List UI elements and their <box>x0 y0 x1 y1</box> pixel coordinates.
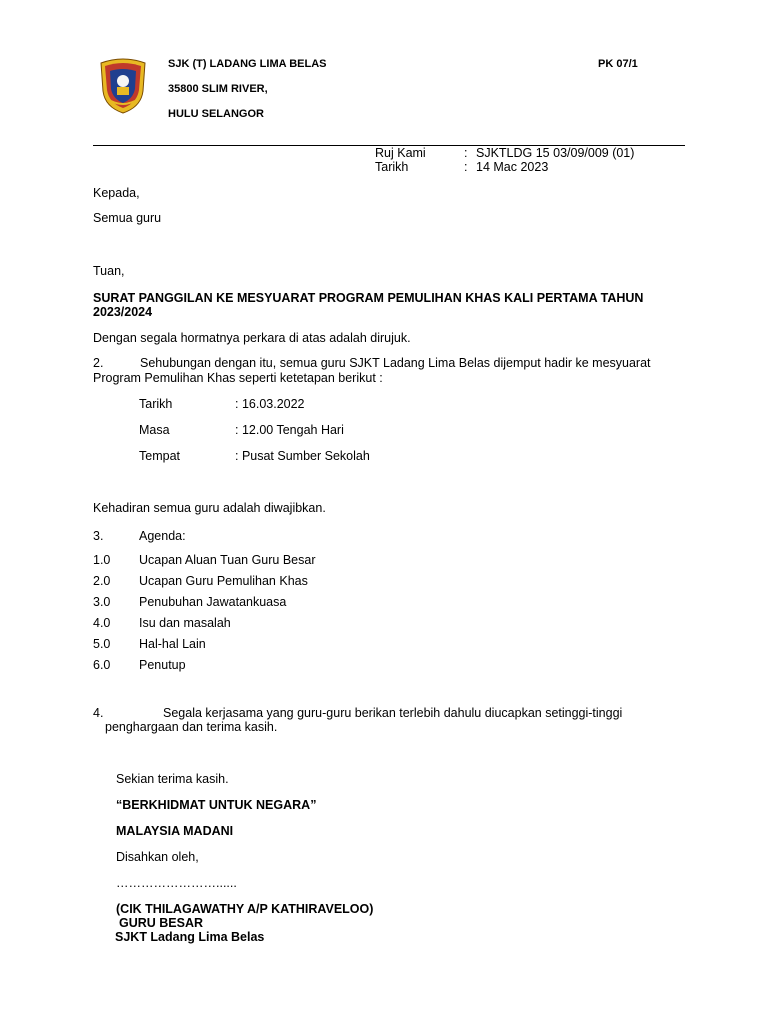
agenda-item-number: 2.0 <box>93 574 111 588</box>
signatory-school: SJKT Ladang Lima Belas <box>115 930 265 944</box>
agenda-item-number: 5.0 <box>93 637 111 651</box>
reference-label: Ruj Kami <box>375 146 426 160</box>
para2-line-1: Sehubungan dengan itu, semua guru SJKT Ladang Lima Belas dijemput hadir ke mesyuarat <box>140 356 651 370</box>
closing-thanks: Sekian terima kasih. <box>116 772 229 786</box>
para4-line-2: penghargaan dan terima kasih. <box>105 720 278 734</box>
opening-sentence: Dengan segala hormatnya perkara di atas adalah dirujuk. <box>93 331 411 345</box>
para2-line-2: Program Pemulihan Khas seperti ketetapan berikut : <box>93 371 383 385</box>
salutation: Tuan, <box>93 264 125 278</box>
agenda-item-text: Penubuhan Jawatankuasa <box>139 595 287 609</box>
signatory-title: GURU BESAR <box>119 916 204 930</box>
agenda-item-text: Ucapan Guru Pemulihan Khas <box>139 574 308 588</box>
detail-date-value: : 16.03.2022 <box>235 397 305 411</box>
slogan: MALAYSIA MADANI <box>116 824 234 838</box>
agenda-item-text: Ucapan Aluan Tuan Guru Besar <box>139 553 316 567</box>
signature-line: ……………………...... <box>116 876 237 890</box>
school-district: HULU SELANGOR <box>168 108 264 120</box>
detail-date-label: Tarikh <box>139 397 173 411</box>
date-value: 14 Mac 2023 <box>476 160 549 174</box>
school-name: SJK (T) LADANG LIMA BELAS <box>168 58 327 70</box>
detail-venue-label: Tempat <box>139 449 180 463</box>
reference-colon: : <box>464 146 468 160</box>
attendance-note: Kehadiran semua guru adalah diwajibkan. <box>93 501 326 515</box>
date-label: Tarikh <box>375 160 409 174</box>
agenda-title: Agenda: <box>139 529 186 543</box>
agenda-item-text: Penutup <box>139 658 186 672</box>
agenda-item-number: 4.0 <box>93 616 111 630</box>
date-colon: : <box>464 160 468 174</box>
reference-value: SJKTLDG 15 03/09/009 (01) <box>476 146 635 160</box>
agenda-item-text: Hal-hal Lain <box>139 637 206 651</box>
recipient-name: Semua guru <box>93 211 162 225</box>
detail-time-value: : 12.00 Tengah Hari <box>235 423 344 437</box>
detail-time-label: Masa <box>139 423 170 437</box>
signatory-name: (CIK THILAGAWATHY A/P KATHIRAVELOO) <box>116 902 374 916</box>
agenda-item-number: 6.0 <box>93 658 111 672</box>
para4-number: 4. <box>93 706 104 720</box>
agenda-item-number: 3.0 <box>93 595 111 609</box>
school-crest-icon <box>97 57 149 115</box>
para4-line-1: Segala kerjasama yang guru-guru berikan terlebih dahulu diucapkan setinggi-tinggi <box>163 706 623 720</box>
recipient-heading: Kepada, <box>93 186 140 200</box>
verified-by: Disahkan oleh, <box>116 850 199 864</box>
subject-line-1: SURAT PANGGILAN KE MESYUARAT PROGRAM PEMULIHAN KHAS KALI PERTAMA TAHUN <box>93 291 644 305</box>
subject-line-2: 2023/2024 <box>93 305 153 319</box>
para2-number: 2. <box>93 356 104 370</box>
school-address: 35800 SLIM RIVER, <box>168 83 268 95</box>
detail-venue-value: : Pusat Sumber Sekolah <box>235 449 370 463</box>
form-code: PK 07/1 <box>598 58 638 70</box>
agenda-item-text: Isu dan masalah <box>139 616 231 630</box>
agenda-item-number: 1.0 <box>93 553 111 567</box>
motto: “BERKHIDMAT UNTUK NEGARA” <box>116 798 317 812</box>
agenda-number: 3. <box>93 529 104 543</box>
